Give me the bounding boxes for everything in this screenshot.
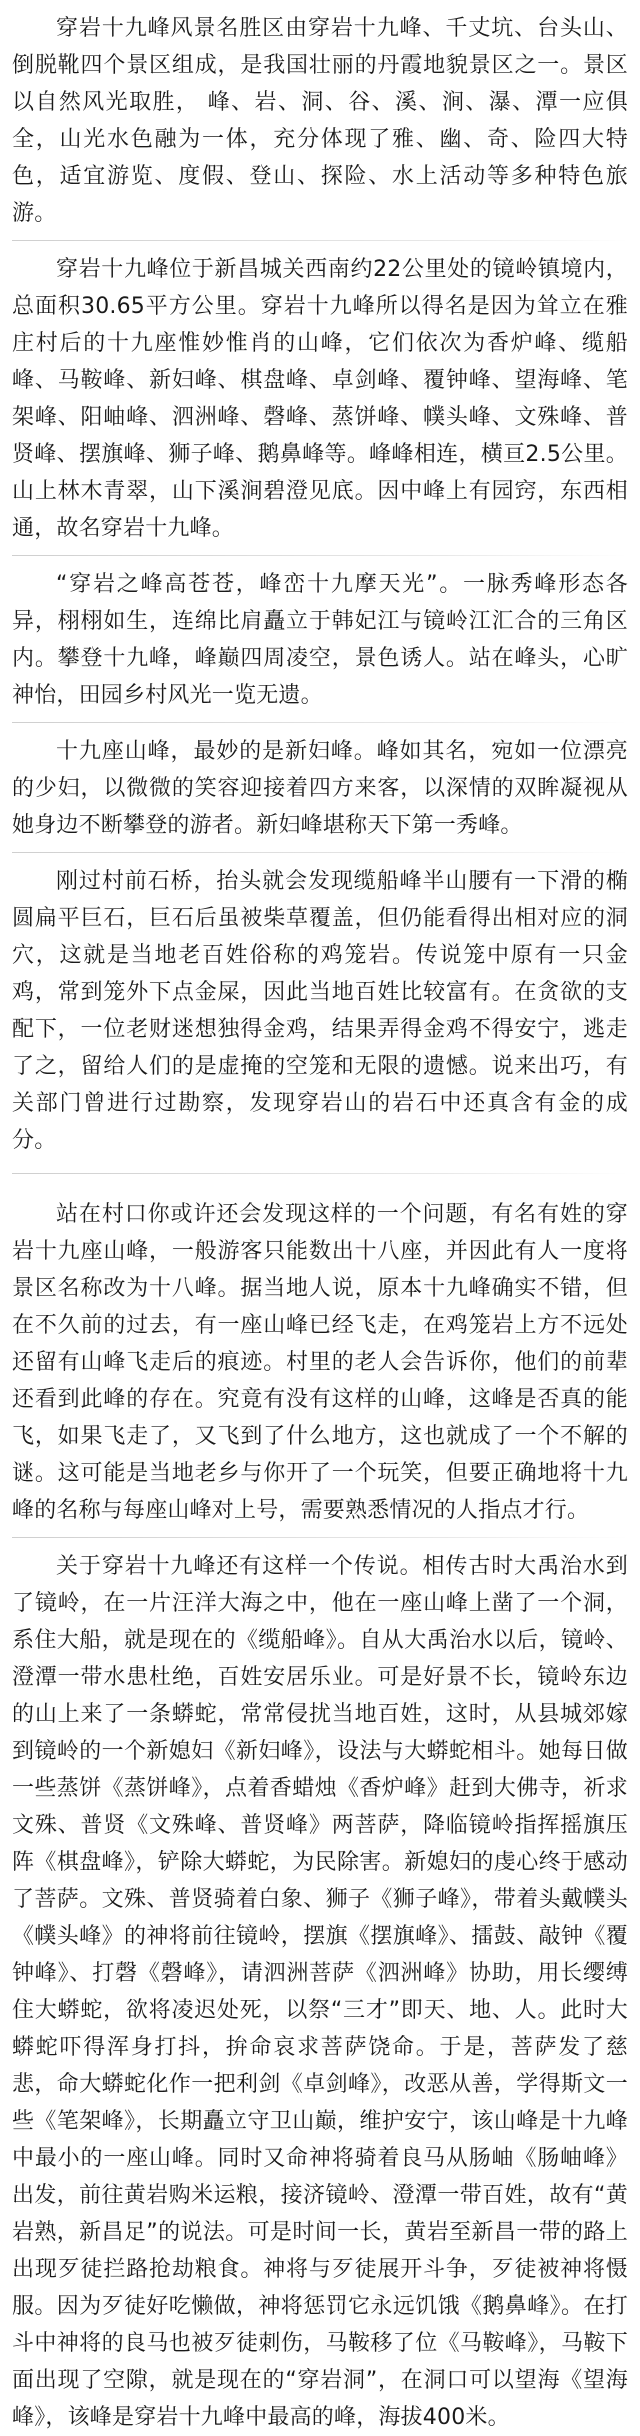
paragraph-divider [12,1537,628,1538]
paragraph-chicken-cage-rock: 刚过村前石桥，抬头就会发现缆船峰半山腰有一下滑的椭圆扁平巨石，巨石后虽被柴草覆盖，但仍能看得出相对应的洞穴，这就是当地老百姓俗称的鸡笼岩。传说笼中原有一只金鸡，常到笼外下点金屎，因此当地百姓比较富有。在贪欲的支配下，一位老财迷想独得金鸡，结果弄得金鸡不得安宁，逃走了之，留给人们的是虚掩的空笼和无限的遗憾。说来出巧，有关部门曾进行过勘察，发现穿岩山的岩石中还真含有金的成分。 [12,869,628,1153]
paragraph-overview: 穿岩十九峰风景名胜区由穿岩十九峰、千丈坑、台头山、倒脱靴四个景区组成，是我国壮丽的丹霞地貌景区之一。景区以自然风光取胜， 峰、岩、洞、谷、溪、涧、瀑、潭一应俱全，山光水色融为一体，充分体现了雅、幽、奇、险四大特色，适宜游览、度假、登山、探险、水上活动等多种特色旅游。 [12,16,628,226]
paragraph-poem: “穿岩之峰高苍苍，峰峦十九摩天光”。一脉秀峰形态各异，栩栩如生，连绵比肩矗立于韩妃江与镜岭江汇合的三角区内。攀登十九峰，峰巅四周凌空，景色诱人。站在峰头，心旷神怡，田园乡村风光一览无遗。 [12,572,628,708]
paragraph-missing-peak: 站在村口你或许还会发现这样的一个问题，有名有姓的穿岩十九座山峰，一般游客只能数出十八座，并因此有人一度将景区名称改为十八峰。据当地人说，原本十九峰确实不错，但在不久前的过去，有一座山峰已经飞走，在鸡笼岩上方不远处还留有山峰飞走后的痕迹。村里的老人会告诉你，他们的前辈还看到此峰的存在。究竟有没有这样的山峰，这峰是否真的能飞，如果飞走了，又飞到了什么地方，这也就成了一个不解的谜。这可能是当地老乡与你开了一个玩笑，但要正确地将十九峰的名称与每座山峰对上号，需要熟悉情况的人指点才行。 [12,1202,628,1523]
paragraph-divider [12,1173,628,1174]
paragraph-divider [12,555,628,556]
paragraph-location: 穿岩十九峰位于新昌城关西南约22公里处的镜岭镇境内，总面积30.65平方公里。穿岩十九峰所以得名是因为耸立在雅庄村后的十九座惟妙惟肖的山峰，它们依次为香炉峰、缆船峰、马鞍峰、新妇峰、棋盘峰、卓剑峰、覆钟峰、望海峰、笔架峰、阳岫峰、泗洲峰、磬峰、蒸饼峰、幞头峰、文殊峰、普贤峰、摆旗峰、狮子峰、鹅鼻峰等。峰峰相连，横亘2.5公里。山上林木青翠，山下溪涧碧澄见底。因中峰上有园窍，东西相通，故名穿岩十九峰。 [12,257,628,541]
paragraph-xinfu-peak: 十九座山峰，最妙的是新妇峰。峰如其名，宛如一位漂亮的少妇，以微微的笑容迎接着四方来客，以深情的双眸凝视从她身边不断攀登的游者。新妇峰堪称天下第一秀峰。 [12,739,628,838]
paragraph-divider [12,240,628,241]
paragraph-legend: 关于穿岩十九峰还有这样一个传说。相传古时大禹治水到了镜岭，在一片汪洋大海之中，他在一座山峰上凿了一个洞，系住大船，就是现在的《缆船峰》。自从大禹治水以后，镜岭、澄潭一带水患杜绝，百姓安居乐业。可是好景不长，镜岭东边的山上来了一条蟒蛇，常常侵扰当地百姓，这时，从县城郊嫁到镜岭的一个新媳妇《新妇峰》，设法与大蟒蛇相斗。她每日做一些蒸饼《蒸饼峰》，点着香蜡烛《香炉峰》赶到大佛寺，祈求文殊、普贤《文殊峰、普贤峰》两菩萨，降临镜岭指挥摇旗压阵《棋盘峰》，铲除大蟒蛇，为民除害。新媳妇的虔心终于感动了菩萨。文殊、普贤骑着白象、狮子《狮子峰》，带着头戴幞头《幞头峰》的神将前往镜岭，摆旗《摆旗峰》、擂鼓、敲钟《覆钟峰》、打磬《磬峰》，请泗洲菩萨《泗洲峰》协助，用长缨缚住大蟒蛇，欲将凌迟处死，以祭“三才”即天、地、人。此时大蟒蛇吓得浑身打抖，拚命哀求菩萨饶命。于是，菩萨发了慈悲，命大蟒蛇化作一把利剑《卓剑峰》，改恶从善，学得斯文一些《笔架峰》，长期矗立守卫山巅，维护安宁，该山峰是十九峰中最小的一座山峰。同时又命神将骑着良马从肠岫《肠岫峰》出发，前往黄岩购米运粮，接济镜岭、澄潭一带百姓，故有“黄岩熟，新昌足”的说法。可是时间一长，黄岩至新昌一带的路上出现歹徒拦路抢劫粮食。神将与歹徒展开斗争，歹徒被神将慑服。因为歹徒好吃懒做，神将惩罚它永远饥饿《鹅鼻峰》。在打斗中神将的良马也被歹徒刺伤，马鞍移了位《马鞍峰》，马鞍下面出现了空隙，就是现在的“穿岩洞”，在洞口可以望海《望海峰》，该峰是穿岩十九峰中最高的峰，海拔400米。 [12,1554,628,2430]
paragraph-divider [12,722,628,723]
paragraph-divider [12,852,628,853]
